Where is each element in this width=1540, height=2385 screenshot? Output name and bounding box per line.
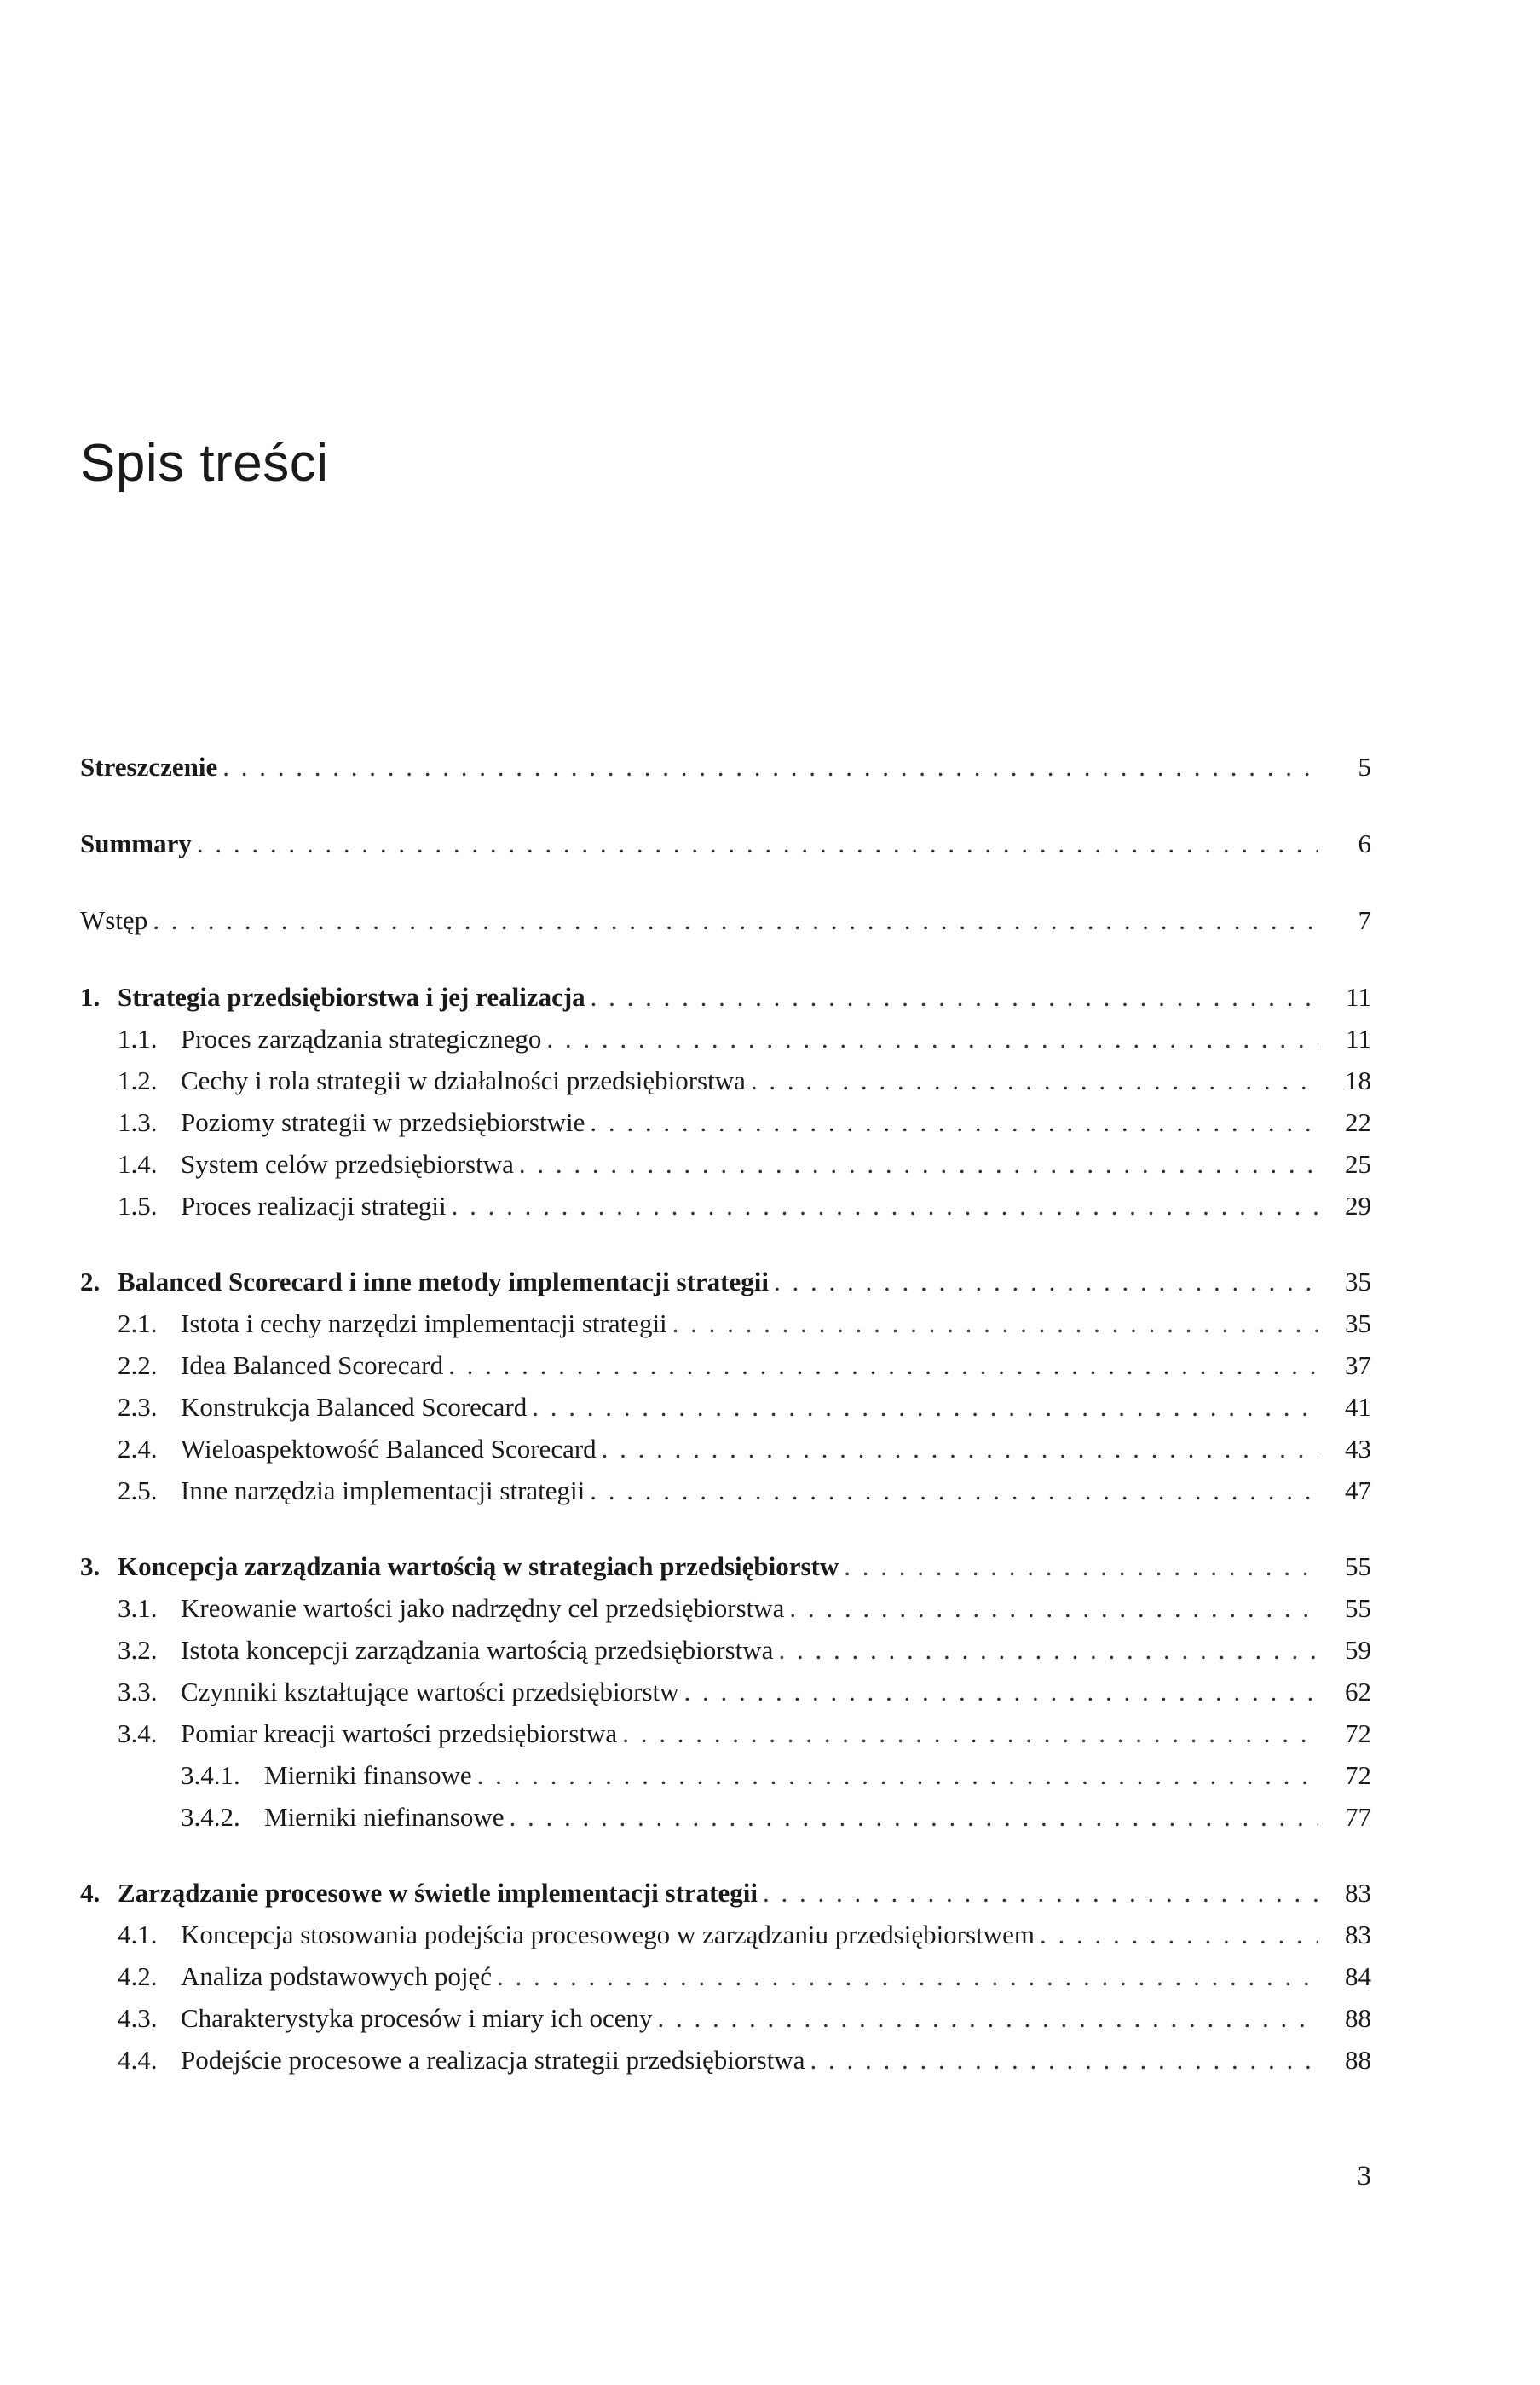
toc-subsection-3-4-2: [181, 1800, 1371, 1834]
toc-entry-page: 22: [1345, 1107, 1371, 1137]
toc-entry-number: 2.5.: [118, 1475, 158, 1505]
toc-entry-number: 3.4.: [118, 1718, 158, 1748]
toc-entry-page: 62: [1345, 1677, 1371, 1706]
toc-entry-number: 1.4.: [118, 1149, 158, 1179]
page-number: 3: [1357, 2161, 1371, 2192]
toc-entry-page: 35: [1345, 1308, 1371, 1338]
toc-entry-title: Podejście procesowe a realizacja strategii przedsiębiorstwa: [181, 2045, 805, 2075]
toc-entry-number: 2.1.: [118, 1308, 158, 1338]
toc-entry-page: 7: [1358, 905, 1371, 935]
toc-entry-number: 2.4.: [118, 1434, 158, 1464]
toc-entry-page: 55: [1345, 1593, 1371, 1623]
toc-section-4-4: [118, 2043, 1371, 2077]
toc-entry-page: 88: [1345, 2045, 1371, 2075]
toc-entry-title: Inne narzędzia implementacji strategii: [181, 1475, 585, 1505]
toc-entry-title: System celów przedsiębiorstwa: [181, 1149, 514, 1179]
toc-entry-number: 1.: [80, 982, 101, 1012]
toc-entry-title: Poziomy strategii w przedsiębiorstwie: [181, 1107, 585, 1137]
toc-entry-page: 11: [1346, 982, 1371, 1012]
toc-entry-title: Istota i cechy narzędzi implementacji strategii: [181, 1308, 667, 1338]
toc-entry-page: 18: [1345, 1065, 1371, 1095]
toc-section-4-2: [118, 1960, 1371, 1994]
toc-section-3-2: [118, 1633, 1371, 1667]
toc-entry-number: 3.4.2.: [181, 1802, 240, 1832]
toc-entry-summary: [80, 827, 1371, 861]
toc-entry-page: 6: [1358, 829, 1371, 858]
toc-subsection-3-4-1: [181, 1758, 1371, 1793]
toc-entry-number: 3.2.: [118, 1635, 158, 1665]
toc-entry-number: 3.4.1.: [181, 1760, 240, 1790]
toc-entry-title: Wstęp: [80, 905, 148, 935]
toc-section-4-1: [118, 1918, 1371, 1952]
toc-entry-title: Koncepcja stosowania podejścia procesowego w zarządzaniu przedsiębiorstwem: [181, 1920, 1035, 1949]
toc-entry-page: 37: [1345, 1350, 1371, 1380]
toc-entry-number: 4.1.: [118, 1920, 158, 1949]
toc-entry-page: 41: [1345, 1392, 1371, 1422]
toc-entry-title: Istota koncepcji zarządzania wartością przedsiębiorstwa: [181, 1635, 774, 1665]
toc-entry-page: 11: [1346, 1024, 1371, 1054]
toc-entry-number: 3.: [80, 1551, 101, 1581]
toc-section-2-5: [118, 1474, 1371, 1508]
toc-entry-title: Zarządzanie procesowe w świetle implementacji strategii: [118, 1878, 758, 1908]
toc-chapter-2: [80, 1265, 1371, 1299]
toc-entry-number: 4.: [80, 1878, 101, 1908]
toc-entry-title: Wieloaspektowość Balanced Scorecard: [181, 1434, 597, 1464]
toc-entry-page: 83: [1345, 1920, 1371, 1949]
toc-entry-number: 4.4.: [118, 2045, 158, 2075]
toc-entry-page: 77: [1345, 1802, 1371, 1832]
toc-entry-page: 72: [1345, 1760, 1371, 1790]
toc-entry-wstep: [80, 904, 1371, 938]
toc-chapter-4: [80, 1876, 1371, 1910]
toc-entry-number: 4.3.: [118, 2003, 158, 2033]
toc-entry-number: 2.: [80, 1267, 101, 1296]
toc-entry-title: Konstrukcja Balanced Scorecard: [181, 1392, 528, 1422]
toc-entry-title: Proces realizacji strategii: [181, 1191, 447, 1221]
toc-entry-number: 1.5.: [118, 1191, 158, 1221]
toc-entry-page: 35: [1345, 1267, 1371, 1296]
toc-chapter-3: [80, 1550, 1371, 1584]
toc-chapter-1: [80, 980, 1371, 1014]
toc-entry-title: Proces zarządzania strategicznego: [181, 1024, 542, 1054]
toc-entry-title: Pomiar kreacji wartości przedsiębiorstwa: [181, 1718, 618, 1748]
toc-entry-page: 83: [1345, 1878, 1371, 1908]
toc-section-2-3: [118, 1390, 1371, 1424]
toc-entry-number: 3.3.: [118, 1677, 158, 1706]
toc-entry-title: Strategia przedsiębiorstwa i jej realizacja: [118, 982, 585, 1012]
toc-section-1-2: [118, 1064, 1371, 1098]
toc-section-2-1: [118, 1307, 1371, 1341]
toc-section-2-2: [118, 1348, 1371, 1383]
toc-entry-page: 84: [1345, 1961, 1371, 1991]
toc-section-1-3: [118, 1106, 1371, 1140]
toc-entry-number: 2.3.: [118, 1392, 158, 1422]
toc-entry-page: 29: [1345, 1191, 1371, 1221]
toc-section-2-4: [118, 1432, 1371, 1466]
page-title: Spis treści: [80, 434, 329, 493]
toc-entry-number: 1.2.: [118, 1065, 158, 1095]
toc-section-4-3: [118, 2001, 1371, 2036]
toc-entry-title: Kreowanie wartości jako nadrzędny cel przedsiębiorstwa: [181, 1593, 785, 1623]
toc-entry-page: 5: [1358, 752, 1371, 782]
toc-section-1-4: [118, 1147, 1371, 1181]
toc-entry-title: Analiza podstawowych pojęć: [181, 1961, 492, 1991]
toc-section-3-4: [118, 1717, 1371, 1751]
toc-entry-title: Charakterystyka procesów i miary ich oceny: [181, 2003, 653, 2033]
toc-entry-number: 2.2.: [118, 1350, 158, 1380]
toc-entry-number: 3.1.: [118, 1593, 158, 1623]
toc-section-1-5: [118, 1189, 1371, 1223]
toc-entry-page: 55: [1345, 1551, 1371, 1581]
toc-entry-title: Czynniki kształtujące wartości przedsiębiorstw: [181, 1677, 679, 1706]
toc-entry-title: Cechy i rola strategii w działalności przedsiębiorstwa: [181, 1065, 746, 1095]
toc-section-3-1: [118, 1591, 1371, 1626]
toc-entry-title: Streszczenie: [80, 752, 218, 782]
toc-entry-page: 25: [1345, 1149, 1371, 1179]
toc-entry-title: Idea Balanced Scorecard: [181, 1350, 444, 1380]
toc-entry-number: 1.3.: [118, 1107, 158, 1137]
toc-entry-page: 59: [1345, 1635, 1371, 1665]
toc-entry-title: Summary: [80, 829, 192, 858]
toc-entry-streszczenie: [80, 750, 1371, 784]
toc-entry-number: 4.2.: [118, 1961, 158, 1991]
toc-entry-page: 47: [1345, 1475, 1371, 1505]
toc-entry-page: 88: [1345, 2003, 1371, 2033]
toc-entry-title: Balanced Scorecard i inne metody implementacji strategii: [118, 1267, 769, 1296]
toc-entry-title: Mierniki finansowe: [264, 1760, 472, 1790]
toc-entry-number: 1.1.: [118, 1024, 158, 1054]
toc-section-3-3: [118, 1675, 1371, 1709]
toc-entry-title: Koncepcja zarządzania wartością w strategiach przedsiębiorstw: [118, 1551, 839, 1581]
toc-entry-page: 43: [1345, 1434, 1371, 1464]
toc-section-1-1: [118, 1022, 1371, 1056]
toc-entry-page: 72: [1345, 1718, 1371, 1748]
toc-entry-title: Mierniki niefinansowe: [264, 1802, 505, 1832]
